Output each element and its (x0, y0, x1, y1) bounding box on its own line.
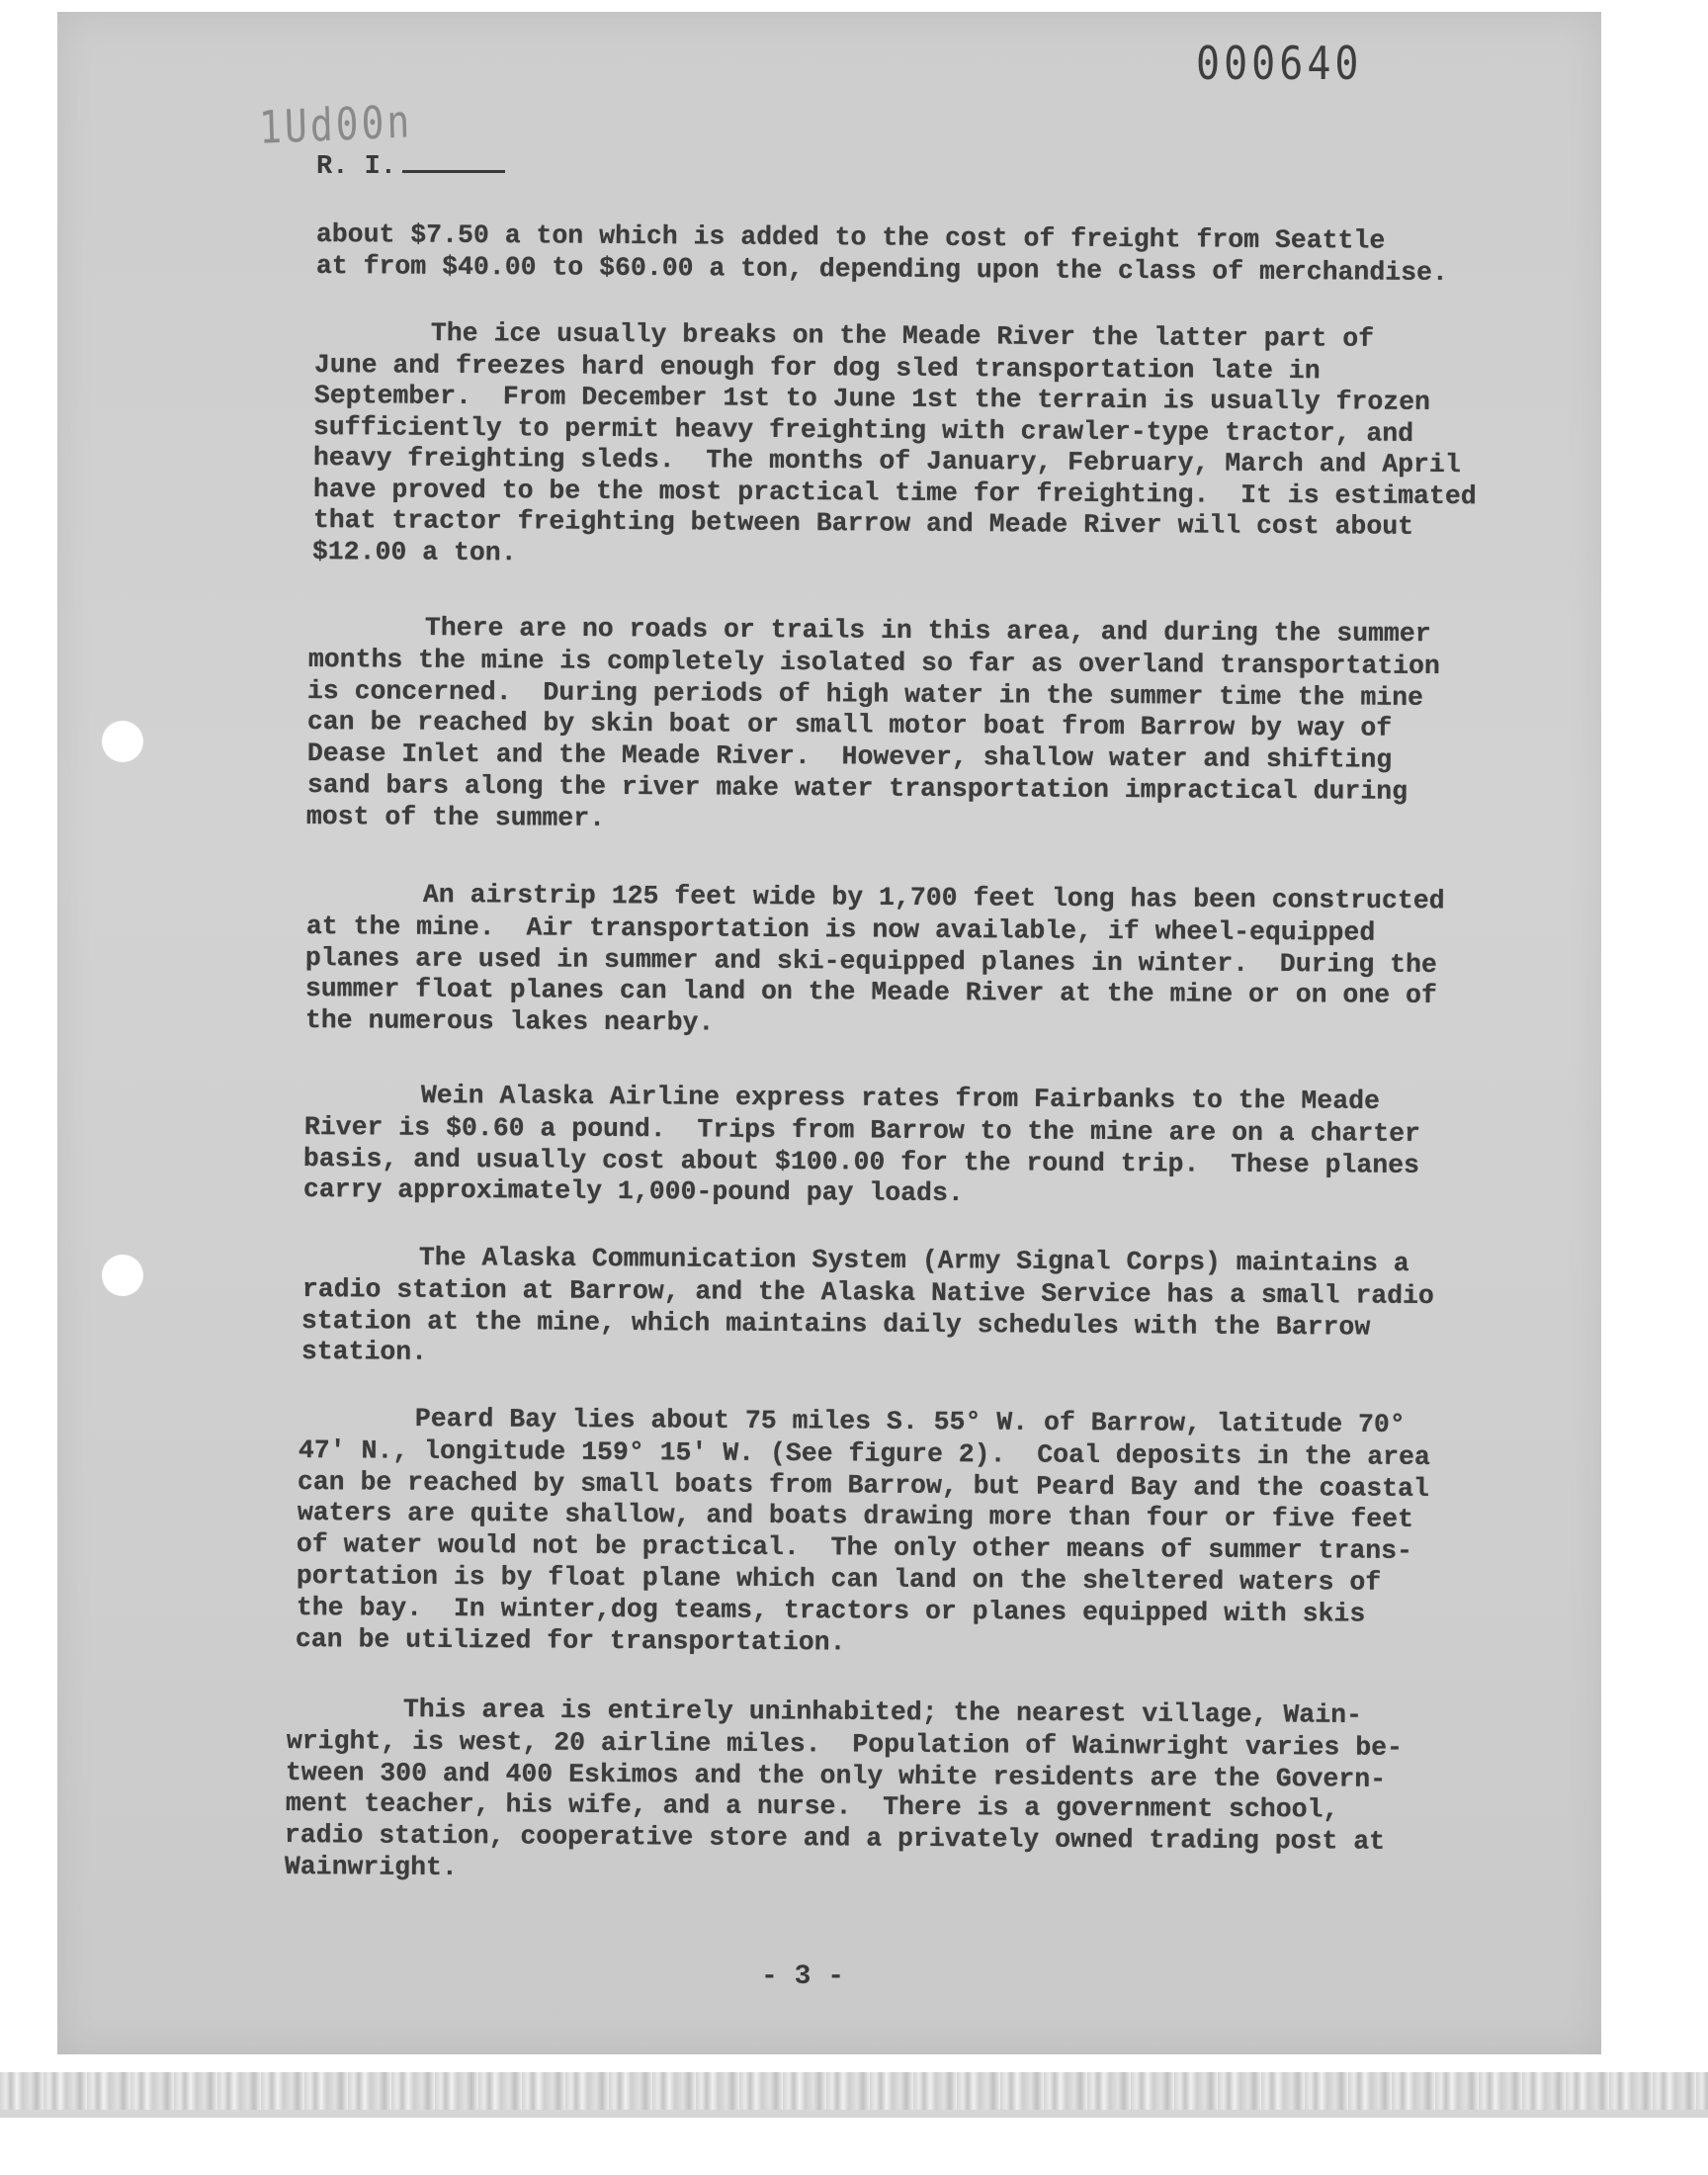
text-line: ment teacher, his wife, and a nurse. There is a government school, (285, 1788, 1339, 1825)
text-line: wright, is west, 20 airline miles. Population of Wainwright varies be- (286, 1725, 1403, 1763)
text-line: the bay. In winter,dog teams, tractors or planes equipped with skis (296, 1592, 1365, 1629)
text-line: radio station, cooperative store and a privately owned trading post at (285, 1820, 1386, 1857)
text-line: June and freezes hard enough for dog sled transportation late in (313, 349, 1321, 386)
text-line: the numerous lakes nearby. (304, 1005, 715, 1038)
text-line: radio station at Barrow, and the Alaska Native Service has a small radio (301, 1273, 1434, 1311)
text-line: station at the mine, which maintains daily schedules with the Barrow (301, 1305, 1371, 1343)
text-line: An airstrip 125 feet wide by 1,700 feet long has been constructed (422, 880, 1445, 916)
text-line: waters are quite shallow, and boats drawing more than four or five feet (297, 1498, 1413, 1535)
text-line: tween 300 and 400 Eskimos and the only white residents are the Govern- (285, 1757, 1387, 1794)
text-line: sand bars along the river make water transportation impractical during (306, 770, 1408, 807)
text-line: can be reached by small boats from Barrow, but Peard Bay and the coastal (298, 1466, 1430, 1504)
text-line: at the mine. Air transportation is now available, if wheel-equipped (305, 911, 1376, 948)
text-line: The ice usually breaks on the Meade River the latter part of (430, 318, 1375, 354)
text-line: The Alaska Communication System (Army Signal Corps) maintains a (418, 1243, 1409, 1279)
text-line: Peard Bay lies about 75 miles S. 55° W. of Barrow, latitude 70° (414, 1404, 1406, 1440)
text-line: portation is by float plane which can land on the sheltered waters of (296, 1561, 1382, 1598)
text-line: River is $0.60 a pound. Trips from Barrow to the mine are on a charter (303, 1111, 1420, 1149)
page-number: - 3 - (761, 1961, 845, 1992)
text-line: Wein Alaska Airline express rates from Fairbanks to the Meade (420, 1081, 1381, 1116)
text-line: sufficiently to permit heavy freighting with crawler-type tractor, and (313, 411, 1414, 449)
text-line: months the mine is completely isolated so far as overland transportation (307, 644, 1440, 681)
text-line: summer float planes can land on the Meade River at the mine or on one of (304, 974, 1438, 1011)
text-line: There are no roads or trails in this area, and during the summer (424, 613, 1431, 650)
text-line: that tractor freighting between Barrow and Meade River will cost about (312, 505, 1413, 542)
text-line: of water would not be practical. The only other means of summer trans- (297, 1529, 1413, 1567)
scan-edge-band (0, 2110, 1708, 2118)
text-line: can be reached by skin boat or small motor boat from Barrow by way of (306, 707, 1393, 744)
text-line: Dease Inlet and the Meade River. However, shallow water and shifting (306, 739, 1393, 775)
text-line: planes are used in summer and ski-equipped planes in winter. During the (305, 942, 1438, 980)
document-number: 000640 (1196, 38, 1363, 91)
text-line: is concerned. During periods of high water in the summer time the mine (307, 675, 1424, 713)
text-line: have proved to be the most practical time for freighting. It is estimated (312, 474, 1477, 511)
text-line: Wainwright. (284, 1852, 458, 1883)
text-line: basis, and usually cost about $100.00 for the round trip. These planes (303, 1143, 1420, 1180)
text-line: at from $40.00 to $60.00 a ton, depending upon the class of merchandise. (315, 250, 1448, 288)
text-line: station. (300, 1337, 428, 1368)
text-line: 47' N., longitude 159° 15' W. (See figure 2). Coal deposits in the area (298, 1435, 1430, 1472)
text-line: This area is entirely uninhabited; the nearest village, Wain- (402, 1695, 1363, 1730)
stamp-number: 1Ud00n (258, 95, 414, 154)
ri-label: R. I. (316, 152, 397, 182)
scan-edge-band (0, 2072, 1708, 2110)
text-line: $12.00 a ton. (312, 536, 517, 567)
text-line: most of the summer. (306, 801, 606, 833)
text-line: can be utilized for transportation. (296, 1623, 846, 1657)
text-line: heavy freighting sleds. The months of January, February, March and April (312, 443, 1461, 480)
text-line: about $7.50 a ton which is added to the cost of freight from Seattle (315, 219, 1386, 256)
text-line: September. From December 1st to June 1st the terrain is usually frozen (313, 381, 1430, 417)
text-line: carry approximately 1,000-pound pay loads. (302, 1174, 965, 1209)
